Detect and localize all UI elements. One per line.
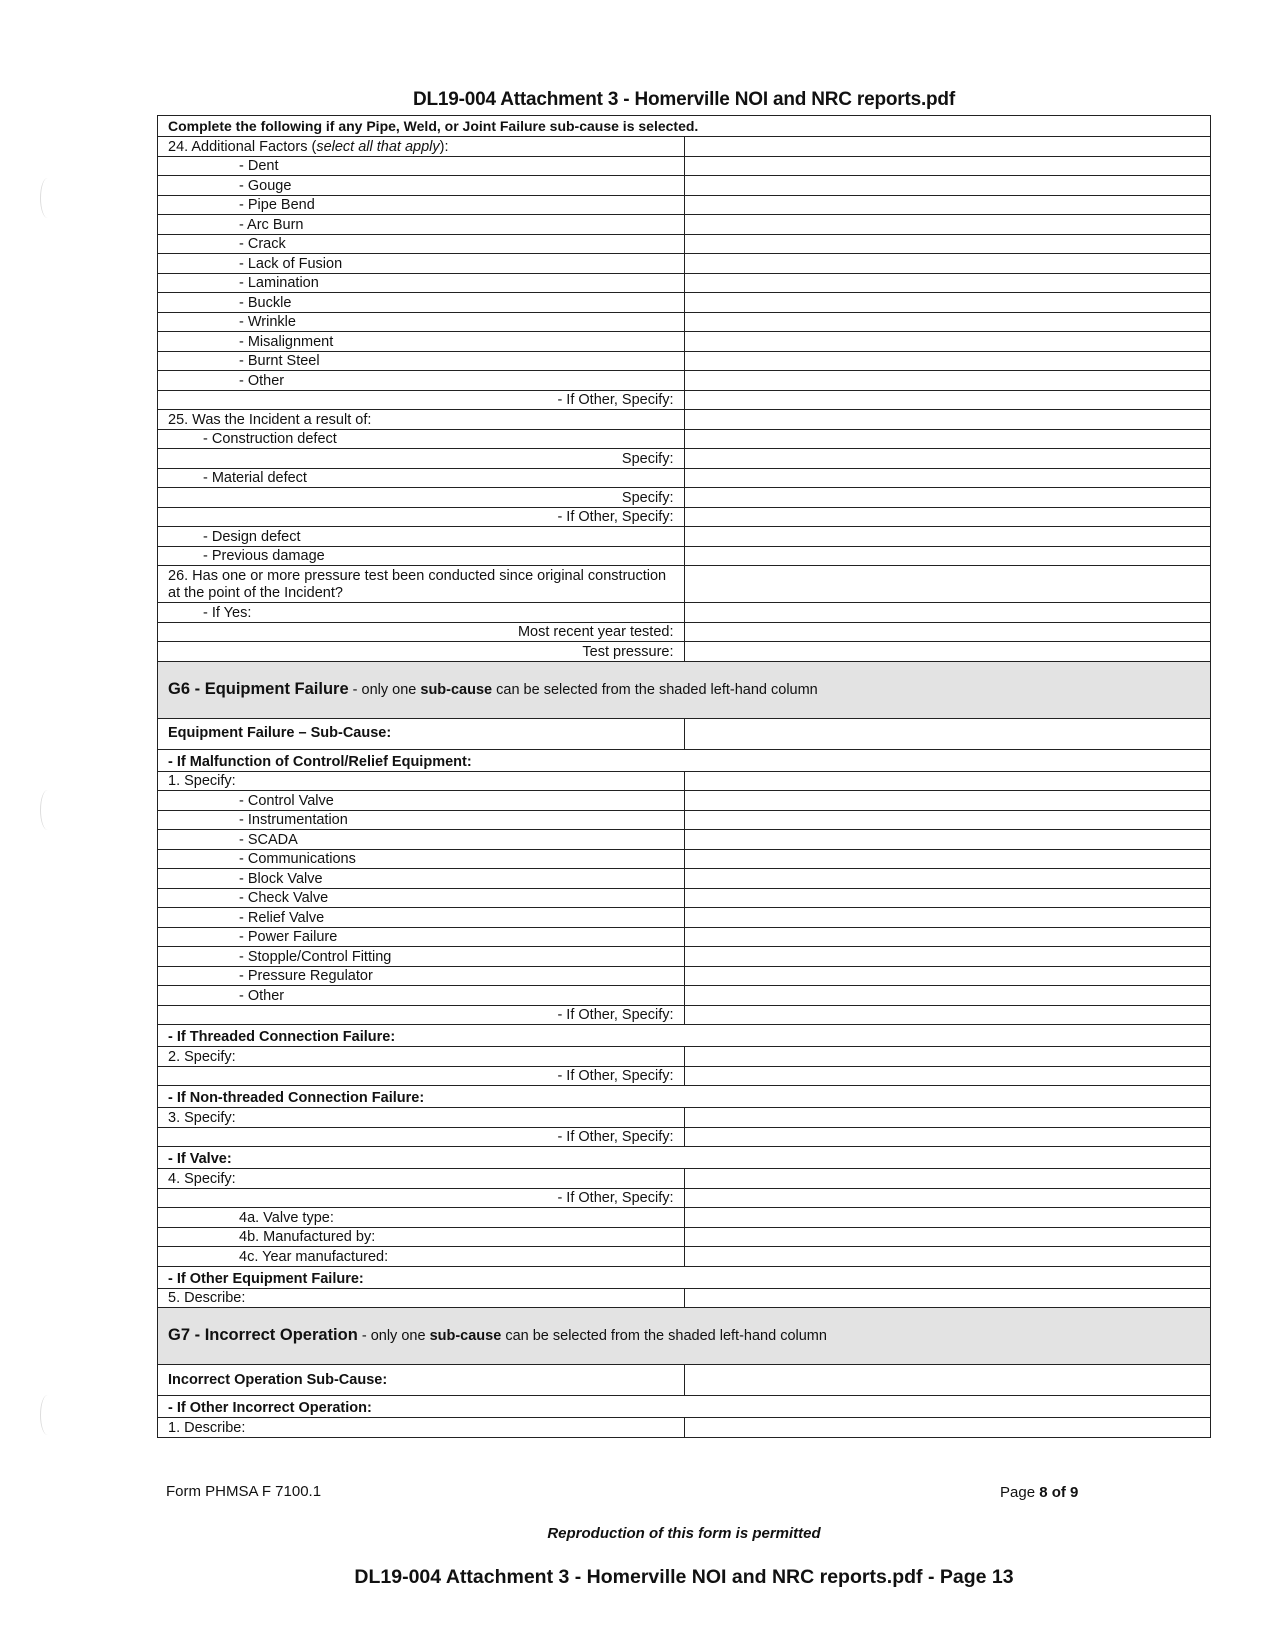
- g6-q5-label: 5. Describe:: [158, 1288, 685, 1308]
- section-g7-header: G7 - Incorrect Operation - only one sub-cause can be selected from the shaded left-hand column: [158, 1308, 1211, 1365]
- q24-label: 24. Additional Factors (select all that apply):: [158, 137, 685, 157]
- g6-q1-option-relief-valve-answer[interactable]: [684, 908, 1211, 928]
- incident-form-table: [157, 115, 1211, 1438]
- q25-design-defect-answer[interactable]: [684, 527, 1211, 547]
- g6-q1-option-other: - Other: [158, 986, 685, 1006]
- q25-if-other-label: - If Other, Specify:: [158, 507, 685, 527]
- q24-option-pipe-bend-answer[interactable]: [684, 195, 1211, 215]
- q24-option-dent-answer[interactable]: [684, 156, 1211, 176]
- q26-if-yes: - If Yes:: [158, 603, 685, 623]
- g6-threaded-header: - If Threaded Connection Failure:: [158, 1025, 1211, 1047]
- intro-instruction: Complete the following if any Pipe, Weld, or Joint Failure sub-cause is selected.: [158, 116, 1211, 137]
- scan-margin-mark: [40, 1395, 55, 1435]
- q24-option-arc-burn-answer[interactable]: [684, 215, 1211, 235]
- q25-label: 25. Was the Incident a result of:: [158, 410, 685, 430]
- g6-q2-if-other-answer[interactable]: [684, 1066, 1211, 1086]
- g6-q1-option-instrumentation-answer[interactable]: [684, 810, 1211, 830]
- g6-q1-option-scada: - SCADA: [158, 830, 685, 850]
- g7-subcause-answer[interactable]: [684, 1365, 1211, 1396]
- q25-material-defect-answer[interactable]: [684, 468, 1211, 488]
- q24-option-other: - Other: [158, 371, 685, 391]
- q24-option-crack: - Crack: [158, 234, 685, 254]
- g6-q4b-answer[interactable]: [684, 1227, 1211, 1247]
- g7-other-header: - If Other Incorrect Operation:: [158, 1396, 1211, 1418]
- g6-q1-answer[interactable]: [684, 771, 1211, 791]
- g6-q1-option-instrumentation: - Instrumentation: [158, 810, 685, 830]
- document-title: DL19-004 Attachment 3 - Homerville NOI and NRC reports.pdf: [413, 89, 955, 110]
- g6-q1-option-control-valve: - Control Valve: [158, 791, 685, 811]
- q24-option-pipe-bend: - Pipe Bend: [158, 195, 685, 215]
- q24-if-other-answer[interactable]: [684, 390, 1211, 410]
- q24-option-gouge: - Gouge: [158, 176, 685, 196]
- q26-recent-year-label: Most recent year tested:: [158, 622, 685, 642]
- g6-q4a-label: 4a. Valve type:: [158, 1208, 685, 1228]
- q26-label: [158, 566, 685, 603]
- g6-subcause-answer[interactable]: [684, 718, 1211, 749]
- q24-option-arc-burn: - Arc Burn: [158, 215, 685, 235]
- q26-test-pressure-answer[interactable]: [684, 642, 1211, 662]
- q26-answer[interactable]: [684, 566, 1211, 603]
- q24-option-gouge-answer[interactable]: [684, 176, 1211, 196]
- g6-q2-label: 2. Specify:: [158, 1047, 685, 1067]
- g6-q1-option-other-answer[interactable]: [684, 986, 1211, 1006]
- g6-q1-option-pressure-regulator-answer[interactable]: [684, 966, 1211, 986]
- g6-q4-if-other-answer[interactable]: [684, 1188, 1211, 1208]
- q24-option-buckle: - Buckle: [158, 293, 685, 313]
- q25-previous-damage-answer[interactable]: [684, 546, 1211, 566]
- q25-construction-specify-label: Specify:: [158, 449, 685, 469]
- g6-q1-option-check-valve: - Check Valve: [158, 888, 685, 908]
- scan-margin-mark: [40, 790, 55, 830]
- q24-option-misalignment: - Misalignment: [158, 332, 685, 352]
- g6-q4a-answer[interactable]: [684, 1208, 1211, 1228]
- g6-malfunction-header: - If Malfunction of Control/Relief Equipment:: [158, 749, 1211, 771]
- g6-q3-answer[interactable]: [684, 1108, 1211, 1128]
- q25-answer[interactable]: [684, 410, 1211, 430]
- g6-q3-if-other-label: - If Other, Specify:: [158, 1127, 685, 1147]
- page-number: Page 8 of 9: [1000, 1484, 1079, 1501]
- g7-q1-answer[interactable]: [684, 1418, 1211, 1438]
- g6-q4-answer[interactable]: [684, 1169, 1211, 1189]
- g6-other-header: - If Other Equipment Failure:: [158, 1266, 1211, 1288]
- q26-if-yes-answer[interactable]: [684, 603, 1211, 623]
- q24-option-other-answer[interactable]: [684, 371, 1211, 391]
- scan-margin-mark: [40, 178, 55, 218]
- g6-q1-option-relief-valve: - Relief Valve: [158, 908, 685, 928]
- q25-if-other-answer[interactable]: [684, 507, 1211, 527]
- q24-option-lamination-answer[interactable]: [684, 273, 1211, 293]
- q24-if-other-label: - If Other, Specify:: [158, 390, 685, 410]
- g6-q1-if-other-answer[interactable]: [684, 1005, 1211, 1025]
- q24-option-burnt-steel-answer[interactable]: [684, 351, 1211, 371]
- q24-option-wrinkle: - Wrinkle: [158, 312, 685, 332]
- q24-option-lamination: - Lamination: [158, 273, 685, 293]
- g6-q3-if-other-answer[interactable]: [684, 1127, 1211, 1147]
- g6-valve-header: - If Valve:: [158, 1147, 1211, 1169]
- q25-construction-specify-answer[interactable]: [684, 449, 1211, 469]
- q26-test-pressure-label: Test pressure:: [158, 642, 685, 662]
- q24-option-dent: - Dent: [158, 156, 685, 176]
- g6-q1-option-stopple-fitting: - Stopple/Control Fitting: [158, 947, 685, 967]
- g6-q3-label: 3. Specify:: [158, 1108, 685, 1128]
- q24-option-wrinkle-answer[interactable]: [684, 312, 1211, 332]
- g6-q1-option-scada-answer[interactable]: [684, 830, 1211, 850]
- reproduction-notice: Reproduction of this form is permitted: [547, 1525, 821, 1542]
- g7-subcause-label: Incorrect Operation Sub-Cause:: [158, 1365, 685, 1396]
- section-g6-header: G6 - Equipment Failure - only one sub-cause can be selected from the shaded left-hand column: [158, 661, 1211, 718]
- g6-q1-label: 1. Specify:: [158, 771, 685, 791]
- q26-recent-year-answer[interactable]: [684, 622, 1211, 642]
- g6-q2-if-other-label: - If Other, Specify:: [158, 1066, 685, 1086]
- q24-option-lack-of-fusion: - Lack of Fusion: [158, 254, 685, 274]
- q24-option-lack-of-fusion-answer[interactable]: [684, 254, 1211, 274]
- g6-q4c-answer[interactable]: [684, 1247, 1211, 1267]
- g6-q1-if-other-label: - If Other, Specify:: [158, 1005, 685, 1025]
- g6-q1-option-check-valve-answer[interactable]: [684, 888, 1211, 908]
- q24-answer[interactable]: [684, 137, 1211, 157]
- g6-q5-answer[interactable]: [684, 1288, 1211, 1308]
- g7-q1-label: 1. Describe:: [158, 1418, 685, 1438]
- g6-q1-option-communications: - Communications: [158, 849, 685, 869]
- g6-q1-option-block-valve: - Block Valve: [158, 869, 685, 889]
- g6-q4c-label: 4c. Year manufactured:: [158, 1247, 685, 1267]
- q26-label-line1: 26. Has one or more pressure test been conducted since original construction: [168, 568, 667, 584]
- g6-q1-option-block-valve-answer[interactable]: [684, 869, 1211, 889]
- g6-q2-answer[interactable]: [684, 1047, 1211, 1067]
- g6-q4-if-other-label: - If Other, Specify:: [158, 1188, 685, 1208]
- q26-label-line2: at the point of the Incident?: [168, 585, 343, 601]
- g6-subcause-label: Equipment Failure – Sub-Cause:: [158, 718, 685, 749]
- q25-construction-defect-answer[interactable]: [684, 429, 1211, 449]
- bottom-page-title: DL19-004 Attachment 3 - Homerville NOI and NRC reports.pdf - Page 13: [354, 1566, 1014, 1588]
- q25-material-defect: - Material defect: [158, 468, 685, 488]
- g6-q4b-label: 4b. Manufactured by:: [158, 1227, 685, 1247]
- g6-q1-option-power-failure: - Power Failure: [158, 927, 685, 947]
- g6-nonthreaded-header: - If Non-threaded Connection Failure:: [158, 1086, 1211, 1108]
- g6-q1-option-control-valve-answer[interactable]: [684, 791, 1211, 811]
- q24-option-misalignment-answer[interactable]: [684, 332, 1211, 352]
- g6-q1-option-communications-answer[interactable]: [684, 849, 1211, 869]
- q24-option-buckle-answer[interactable]: [684, 293, 1211, 313]
- q25-previous-damage: - Previous damage: [158, 546, 685, 566]
- g6-q1-option-stopple-fitting-answer[interactable]: [684, 947, 1211, 967]
- form-identifier: Form PHMSA F 7100.1: [166, 1483, 322, 1500]
- q25-material-specify-answer[interactable]: [684, 488, 1211, 508]
- q24-option-crack-answer[interactable]: [684, 234, 1211, 254]
- q25-design-defect: - Design defect: [158, 527, 685, 547]
- q24-option-burnt-steel: - Burnt Steel: [158, 351, 685, 371]
- q25-construction-defect: - Construction defect: [158, 429, 685, 449]
- q25-material-specify-label: Specify:: [158, 488, 685, 508]
- g6-q4-label: 4. Specify:: [158, 1169, 685, 1189]
- g6-q1-option-power-failure-answer[interactable]: [684, 927, 1211, 947]
- g6-q1-option-pressure-regulator: - Pressure Regulator: [158, 966, 685, 986]
